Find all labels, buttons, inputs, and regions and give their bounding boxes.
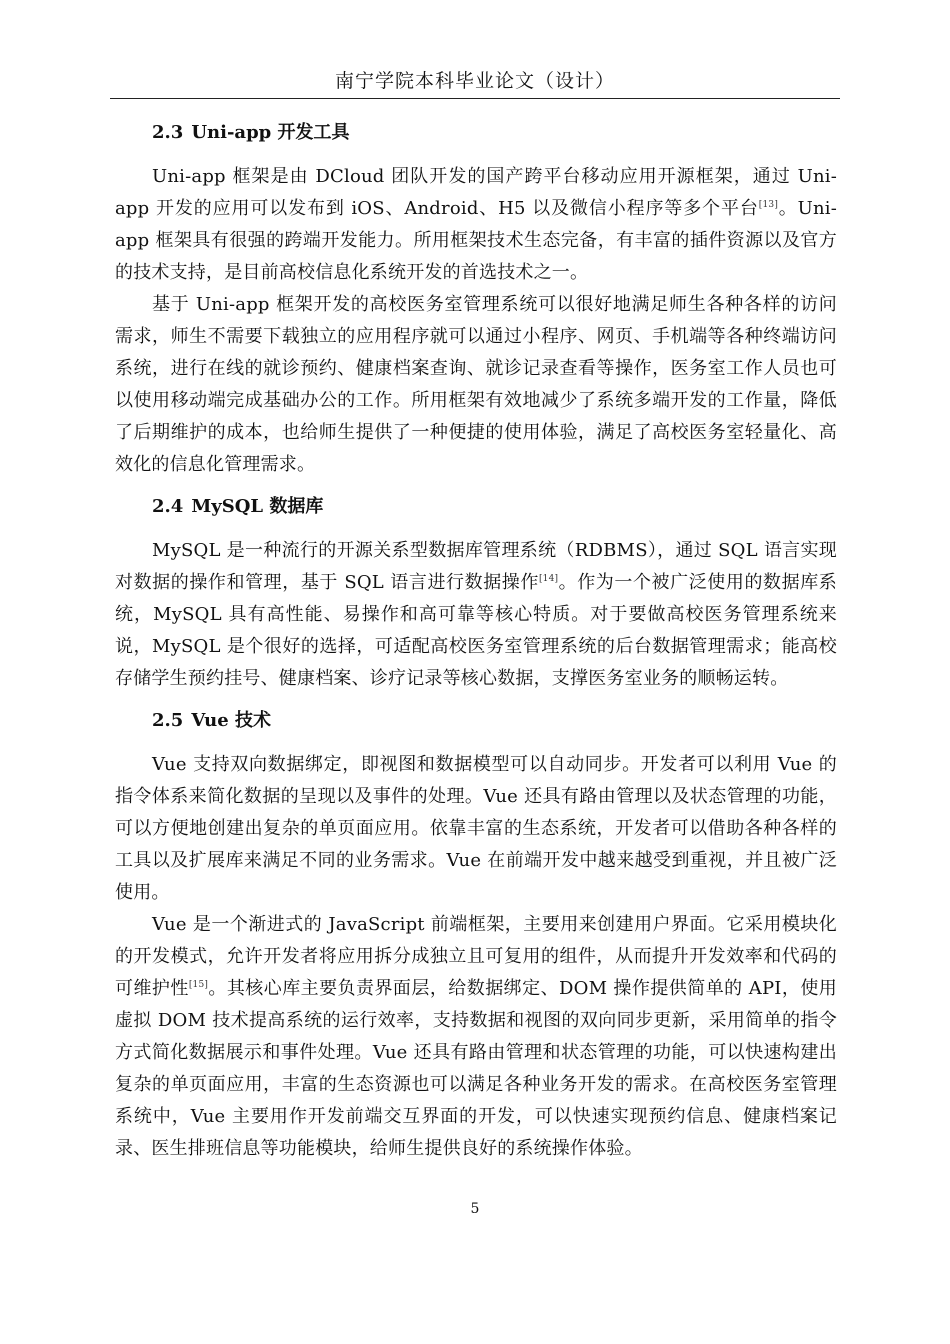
- paragraph-text: 。作为一个被广泛使用的数据库系统，MySQL 具有高性能、易操作和高可靠等核心特质。对于要做高校医务管理系统来说，MySQL 是个很好的选择，可适配高校医务室管理系统的后台数据管理需求；能高校存储学生预约挂号、健康档案、诊疗记录等核心数据，支撑医务室业务的顺畅运转。: [115, 572, 838, 689]
- citation-ref[interactable]: [14]: [538, 574, 559, 584]
- paragraph-text: 。其核心库主要负责界面层，给数据绑定、DOM 操作提供简单的 API，使用虚拟 DOM 技术提高系统的运行效率，支持数据和视图的双向同步更新，采用简单的指令方式简化数据展示和事件处理。Vue 还具有路由管理和状态管理的功能，可以快速构建出复杂的单页面应用，丰富的生态资源也可以满足各种业务开发的需求。在高校医务室管理系统中，Vue 主要用作开发前端交互界面的开发，可以快速实现预约信息、健康档案记录、医生排班信息等功能模块，给师生提供良好的系统操作体验。: [115, 978, 837, 1159]
- section-number: 2.5: [152, 710, 184, 731]
- running-header: 南宁学院本科毕业论文（设计）: [334, 70, 615, 92]
- citation-ref[interactable]: [15]: [188, 980, 209, 990]
- paragraph-text: 。Uni-app 框架具有很强的跨端开发能力。所用框架技术生态完备，有丰富的插件资源以及官方的技术支持，是目前高校信息化系统开发的首选技术之一。: [115, 198, 837, 283]
- header-divider: [110, 98, 840, 99]
- paragraph-text: Vue 支持双向数据绑定，即视图和数据模型可以自动同步。开发者可以利用 Vue 的指令体系来简化数据的呈现以及事件的处理。Vue 还具有路由管理以及状态管理的功能，可以方便地创建出复杂的单页面应用。依靠丰富的生态系统，开发者可以借助各种各样的工具以及扩展库来满足不同的业务需求。Vue 在前端开发中越来越受到重视，并且被广泛使用。: [115, 754, 837, 903]
- paragraph: [115, 535, 837, 695]
- paragraph: [115, 161, 837, 289]
- paragraph-text: Uni-app 框架是由 DCloud 团队开发的国产跨平台移动应用开源框架，通过 Uni-app 开发的应用可以发布到 iOS、Android、H5 以及微信小程序等多个平台: [115, 166, 837, 219]
- section-number: 2.4: [152, 496, 184, 517]
- main-content: [115, 118, 837, 1165]
- paragraph: [115, 749, 837, 909]
- section-title: MySQL 数据库: [191, 496, 324, 517]
- paragraph: [115, 909, 837, 1165]
- page-number: 5: [470, 1201, 480, 1217]
- citation-ref[interactable]: [13]: [758, 200, 779, 210]
- paragraph-text: MySQL 是一种流行的开源关系型数据库管理系统（RDBMS），通过 SQL 语言实现对数据的操作和管理，基于 SQL 语言进行数据操作: [115, 540, 837, 593]
- paragraph-text: Vue 是一个渐进式的 JavaScript 前端框架，主要用来创建用户界面。它采用模块化的开发模式，允许开发者将应用拆分成独立且可复用的组件，从而提升开发效率和代码的可维护性: [115, 914, 837, 999]
- section-title: Vue 技术: [191, 710, 271, 731]
- section-number: 2.3: [152, 122, 184, 143]
- section-heading: [115, 706, 837, 736]
- section-title: Uni-app 开发工具: [191, 122, 350, 143]
- section-heading: [115, 118, 837, 148]
- paragraph-text: 基于 Uni-app 框架开发的高校医务室管理系统可以很好地满足师生各种各样的访问需求，师生不需要下载独立的应用程序就可以通过小程序、网页、手机端等各种终端访问系统，进行在线的就诊预约、健康档案查询、就诊记录查看等操作，医务室工作人员也可以使用移动端完成基础办公的工作。所用框架有效地减少了系统多端开发的工作量，降低了后期维护的成本，也给师生提供了一种便捷的使用体验，满足了高校医务室轻量化、高效化的信息化管理需求。: [115, 294, 837, 475]
- section-heading: [115, 492, 837, 522]
- paragraph: [115, 289, 837, 481]
